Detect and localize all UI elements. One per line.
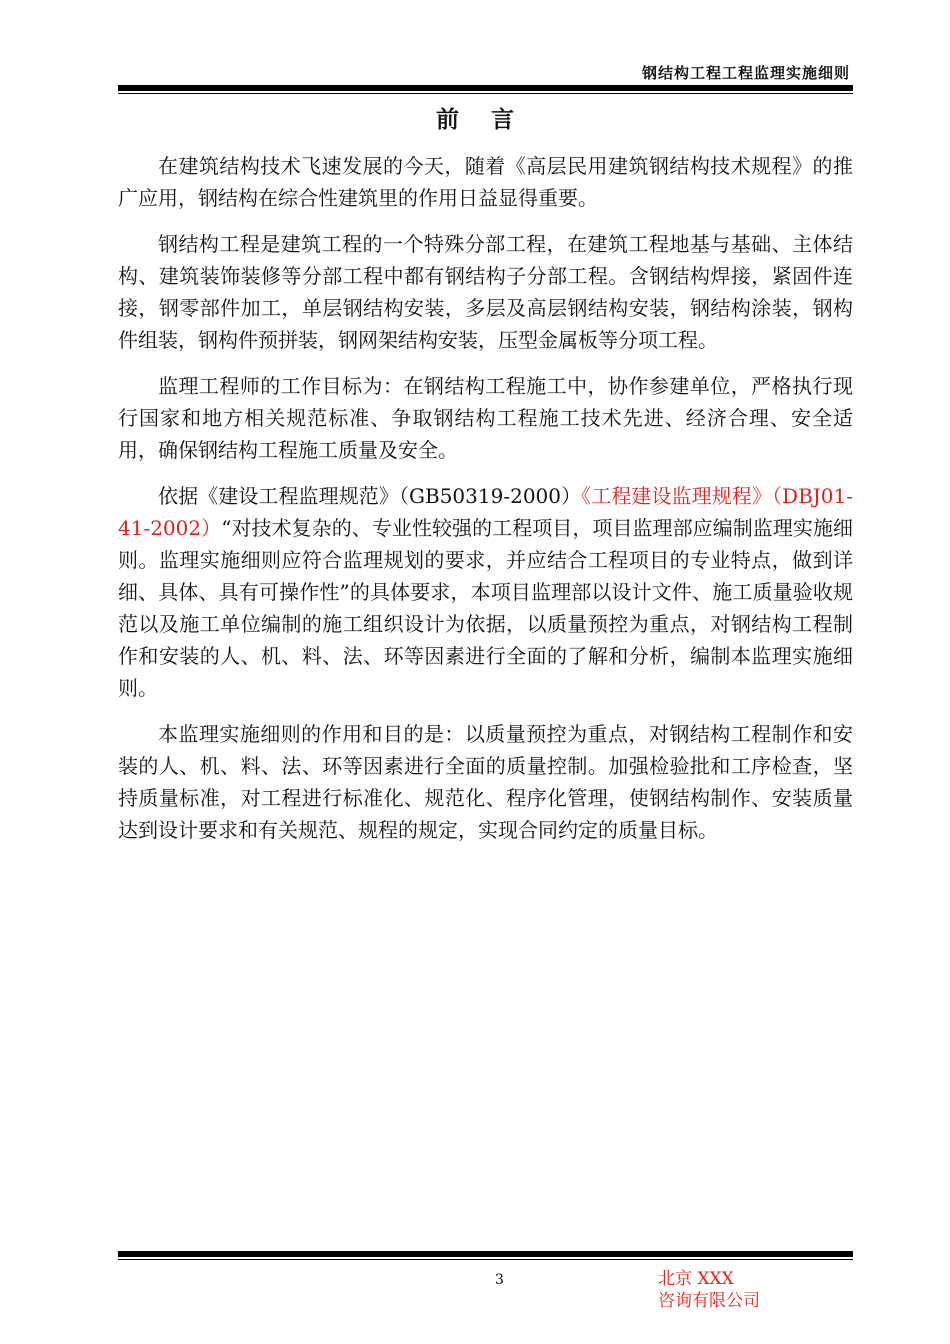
footer-rule-thin bbox=[118, 1259, 853, 1260]
paragraph-2: 钢结构工程是建筑工程的一个特殊分部工程，在建筑工程地基与基础、主体结构、建筑装饰装修等分部工程中都有钢结构子分部工程。含钢结构焊接，紧固件连接，钢零部件加工，单层钢结构安装，多层及高层钢结构安装，钢结构涂装，钢构件组装，钢构件预拼装，钢网架结构安装，压型金属板等分项工程。 bbox=[118, 232, 853, 352]
page-number: 3 bbox=[495, 1272, 504, 1288]
footer-rule-thick bbox=[118, 1251, 853, 1257]
page-header-title: 钢结构工程工程监理实施细则 bbox=[641, 64, 850, 82]
paragraph-5: 本监理实施细则的作用和目的是：以质量预控为重点，对钢结构工程制作和安装的人、机、料、法、环等因素进行全面的质量控制。加强检验批和工序检查，坚持质量标准，对工程进行标准化、规范化、程序化管理，使钢结构制作、安装质量达到设计要求和有关规范、规程的规定，实现合同约定的质量目标。 bbox=[118, 722, 853, 842]
company-name-line-2: 咨询有限公司 bbox=[658, 1291, 760, 1311]
header-rule-thick bbox=[118, 85, 853, 91]
company-name bbox=[658, 1268, 760, 1312]
page-title: 前言 bbox=[436, 106, 546, 133]
paragraph-4-lead: 依据《建设工程监理规范》（GB50319-2000） bbox=[158, 484, 582, 508]
paragraph-4 bbox=[118, 480, 853, 704]
paragraph-1: 在建筑结构技术飞速发展的今天，随着《高层民用建筑钢结构技术规程》的推广应用，钢结构在综合性建筑里的作用日益显得重要。 bbox=[118, 154, 853, 210]
paragraph-3: 监理工程师的工作目标为：在钢结构工程施工中，协作参建单位，严格执行现行国家和地方相关规范标准、争取钢结构工程施工技术先进、经济合理、安全适用，确保钢结构工程施工质量及安全。 bbox=[118, 374, 853, 462]
header-rule-thin bbox=[118, 93, 853, 94]
document-body bbox=[118, 150, 853, 860]
paragraph-4-rest: “对技术复杂的、专业性较强的工程项目，项目监理部应编制监理实施细则。监理实施细则应符合监理规划的要求，并应结合工程项目的专业特点，做到详细、具体、具有可操作性”的具体要求，本项目监理部以设计文件、施工质量验收规范以及施工单位编制的施工组织设计为依据，以质量预控为重点，对钢结构工程制作和安装的人、机、料、法、环等因素进行全面的了解和分析，编制本监理实施细则。 bbox=[118, 516, 853, 700]
company-name-line-1: 北京 XXX bbox=[658, 1269, 734, 1289]
paragraph-4-red-citation: 《工程建设监理规程》（DBJ01-41-2002） bbox=[118, 484, 853, 540]
